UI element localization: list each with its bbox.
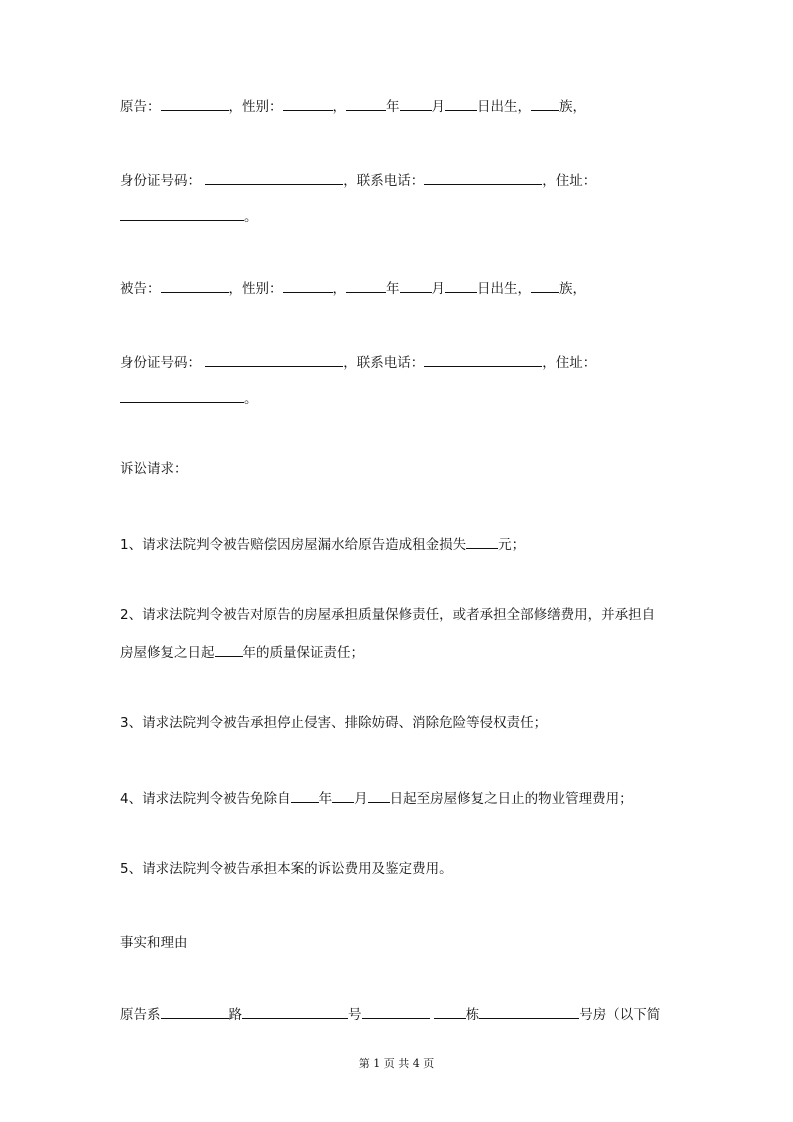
- defendant-label: 被告：: [120, 281, 161, 297]
- plaintiff-ethnicity-blank[interactable]: [531, 96, 559, 111]
- born-label: 日出生，: [477, 281, 531, 297]
- defendant-year-blank[interactable]: [346, 278, 386, 293]
- facts-road-label: 路: [228, 1007, 242, 1023]
- month-label: 月: [431, 281, 445, 297]
- plaintiff-address-line: [120, 206, 258, 226]
- claim-2-cont: [120, 642, 364, 662]
- facts-road-blank[interactable]: [242, 1004, 348, 1019]
- facts-number-label: 号: [348, 1007, 362, 1023]
- id-label: 身份证号码：: [120, 355, 201, 371]
- plaintiff-year-blank[interactable]: [346, 96, 386, 111]
- born-label: 日出生，: [477, 99, 531, 115]
- claim-3: 3、请求法院判令被告承担停止侵害、排除妨碍、消除危险等侵权责任；: [120, 715, 548, 731]
- plaintiff-month-blank[interactable]: [400, 96, 432, 111]
- claim-2: 2、请求法院判令被告对原告的房屋承担质量保修责任，或者承担全部修缮费用，并承担自: [120, 607, 656, 623]
- defendant-address-line: [120, 388, 258, 408]
- phone-label: ，联系电话：: [343, 173, 425, 189]
- facts-text-a: 原告系: [120, 1007, 161, 1023]
- claim-2-text-b: 房屋修复之日起: [120, 645, 215, 661]
- plaintiff-line: [120, 96, 586, 116]
- ethnicity-label: 族，: [559, 281, 586, 297]
- address-label: ，住址：: [542, 173, 597, 189]
- defendant-id-blank[interactable]: [205, 352, 343, 367]
- gender-label: ，性别：: [228, 99, 283, 115]
- claim-5: 5、请求法院判令被告承担本案的诉讼费用及鉴定费用。: [120, 861, 453, 877]
- plaintiff-id-line: [120, 170, 596, 190]
- facts-city-blank[interactable]: [161, 1004, 229, 1019]
- defendant-phone-blank[interactable]: [424, 352, 542, 367]
- facts-text-e: 号房（以下简: [579, 1007, 661, 1023]
- defendant-line: [120, 278, 586, 298]
- facts-room-blank[interactable]: [479, 1004, 579, 1019]
- id-label: 身份证号码：: [120, 173, 201, 189]
- defendant-ethnicity-blank[interactable]: [531, 278, 559, 293]
- claim-4-day-blank[interactable]: [368, 788, 390, 803]
- defendant-month-blank[interactable]: [400, 278, 432, 293]
- ethnicity-label: 族，: [559, 99, 586, 115]
- separator: ，: [332, 99, 346, 115]
- period: 。: [244, 209, 258, 225]
- claim-2-text-c: 年的质量保证责任；: [242, 645, 364, 661]
- phone-label: ，联系电话：: [343, 355, 425, 371]
- claim-4-year-label: 年: [318, 791, 333, 807]
- claim-4-month-blank[interactable]: [332, 788, 354, 803]
- page-number: 第 1 页 共 4 页: [358, 1057, 435, 1070]
- claim-4: [120, 788, 633, 808]
- claim-2-years-blank[interactable]: [215, 642, 243, 657]
- claim-1-amount-blank[interactable]: [466, 534, 498, 549]
- claim-1-unit: 元；: [498, 537, 526, 553]
- claim-4-text-a: 4、请求法院判令被告免除自: [120, 791, 291, 807]
- claims-heading: 诉讼请求：: [120, 461, 188, 477]
- claim-4-text-d: 日起至房屋修复之日止的物业管理费用；: [389, 791, 633, 807]
- plaintiff-id-blank[interactable]: [205, 170, 343, 185]
- claim-1: [120, 534, 525, 554]
- claim-1-text: 1、请求法院判令被告赔偿因房屋漏水给原告造成租金损失: [120, 537, 467, 553]
- period: 。: [244, 391, 258, 407]
- address-label: ，住址：: [542, 355, 597, 371]
- plaintiff-name-blank[interactable]: [161, 96, 229, 111]
- plaintiff-gender-blank[interactable]: [283, 96, 333, 111]
- defendant-address-blank[interactable]: [120, 388, 244, 403]
- facts-building-label: 栋: [465, 1007, 480, 1023]
- defendant-day-blank[interactable]: [445, 278, 477, 293]
- separator: ，: [332, 281, 346, 297]
- facts-heading: 事实和理由: [120, 935, 188, 951]
- month-label: 月: [431, 99, 445, 115]
- year-label: 年: [386, 99, 400, 115]
- year-label: 年: [386, 281, 400, 297]
- facts-line: [120, 1004, 660, 1024]
- plaintiff-phone-blank[interactable]: [424, 170, 542, 185]
- plaintiff-label: 原告：: [120, 99, 161, 115]
- defendant-name-blank[interactable]: [161, 278, 229, 293]
- plaintiff-day-blank[interactable]: [445, 96, 477, 111]
- gender-label: ，性别：: [228, 281, 283, 297]
- claim-4-year-blank[interactable]: [291, 788, 319, 803]
- defendant-gender-blank[interactable]: [283, 278, 333, 293]
- claim-4-month-label: 月: [354, 791, 368, 807]
- defendant-id-line: [120, 352, 596, 372]
- plaintiff-address-blank[interactable]: [120, 206, 244, 221]
- facts-number-blank[interactable]: [362, 1004, 430, 1019]
- facts-building-blank[interactable]: [434, 1004, 466, 1019]
